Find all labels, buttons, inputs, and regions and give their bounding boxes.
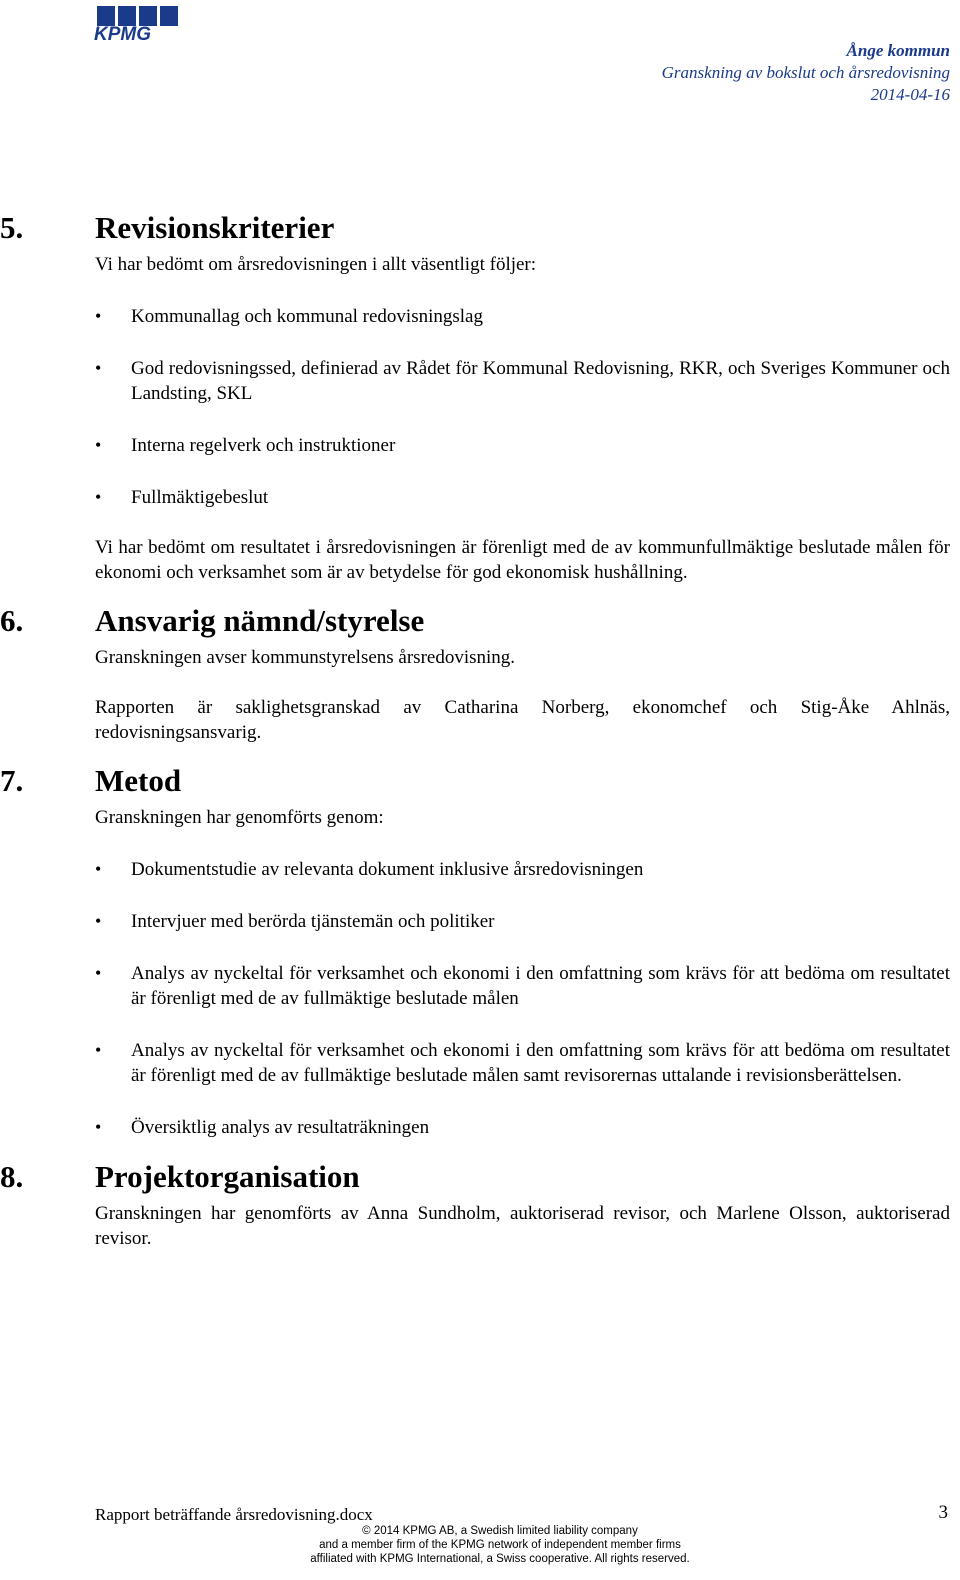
section-6-paragraph: Granskningen avser kommunstyrelsens årsredovisning. (95, 647, 516, 668)
page-number: 3 (938, 1502, 948, 1523)
section-5-intro: Vi har bedömt om årsredovisningen i allt väsentligt följer: (95, 254, 537, 275)
section-title: Metod (95, 763, 182, 798)
list-item: • Fullmäktigebeslut (95, 485, 950, 510)
page-header (662, 40, 950, 106)
section-5-outro: Vi har bedömt om resultatet i årsredovisningen är förenligt med de av kommunfullmäktige beslutade målen för ekonomi och verksamhet som är av betydelse för god ekonomisk hushållning. (95, 537, 950, 583)
list-item: • Analys av nyckeltal för verksamhet och ekonomi i den omfattning som krävs för att bedöma om resultatet är förenligt med de av fullmäktige beslutade målen (95, 961, 950, 1011)
section-7-heading (0, 761, 950, 801)
list-item: • Analys av nyckeltal för verksamhet och ekonomi i den omfattning som krävs för att bedöma om resultatet är förenligt med de av fullmäktige beslutade målen samt revisorernas uttalande i revisionsberättelsen. (95, 1038, 950, 1088)
logo-text: KPMG (94, 24, 151, 42)
kpmg-logo (92, 6, 184, 42)
footer-legal-line: affiliated with KPMG International, a Swiss cooperative. All rights reserved. (310, 1553, 690, 1565)
list-item: • Kommunallag och kommunal redovisningslag (95, 304, 950, 329)
section-title: Projektorganisation (95, 1159, 360, 1194)
list-item: • Översiktlig analys av resultaträkningen (95, 1115, 950, 1140)
list-item: • Dokumentstudie av relevanta dokument inklusive årsredovisningen (95, 857, 950, 882)
header-organization: Ånge kommun (846, 41, 950, 60)
footer-legal-line: and a member firm of the KPMG network of independent member firms (319, 1539, 681, 1551)
section-number: 6. (0, 603, 24, 638)
header-date: 2014-04-16 (870, 85, 950, 104)
section-number: 5. (0, 210, 24, 245)
section-5-bullet-list (95, 304, 950, 510)
footer-filename: Rapport beträffande årsredovisning.docx (95, 1505, 373, 1524)
section-8-paragraph: Granskningen har genomförts av Anna Sundholm, auktoriserad revisor, och Marlene Olsson, auktoriserad revisor. (95, 1203, 950, 1249)
section-6-paragraph: Rapporten är saklighetsgranskad av Catharina Norberg, ekonomchef och Stig-Åke Ahlnäs, redovisningsansvarig. (95, 697, 950, 743)
section-number: 8. (0, 1159, 24, 1194)
section-6-heading (0, 601, 950, 641)
section-7-intro: Granskningen har genomförts genom: (95, 807, 384, 828)
list-item: • God redovisningssed, definierad av Rådet för Kommunal Redovisning, RKR, och Sveriges Kommuner och Landsting, SKL (95, 356, 950, 406)
header-report-title: Granskning av bokslut och årsredovisning (661, 63, 950, 82)
footer-legal-line: © 2014 KPMG AB, a Swedish limited liability company (362, 1525, 638, 1537)
list-item: • Intervjuer med berörda tjänstemän och politiker (95, 909, 950, 934)
footer-legal (0, 1524, 960, 1566)
section-title: Ansvarig nämnd/styrelse (95, 603, 425, 638)
section-number: 7. (0, 763, 24, 798)
list-item: • Interna regelverk och instruktioner (95, 433, 950, 458)
section-title: Revisionskriterier (95, 210, 335, 245)
section-8-heading (0, 1157, 950, 1197)
section-5-heading (0, 208, 950, 248)
section-7-bullet-list (95, 857, 950, 1140)
document-body (0, 208, 950, 1251)
